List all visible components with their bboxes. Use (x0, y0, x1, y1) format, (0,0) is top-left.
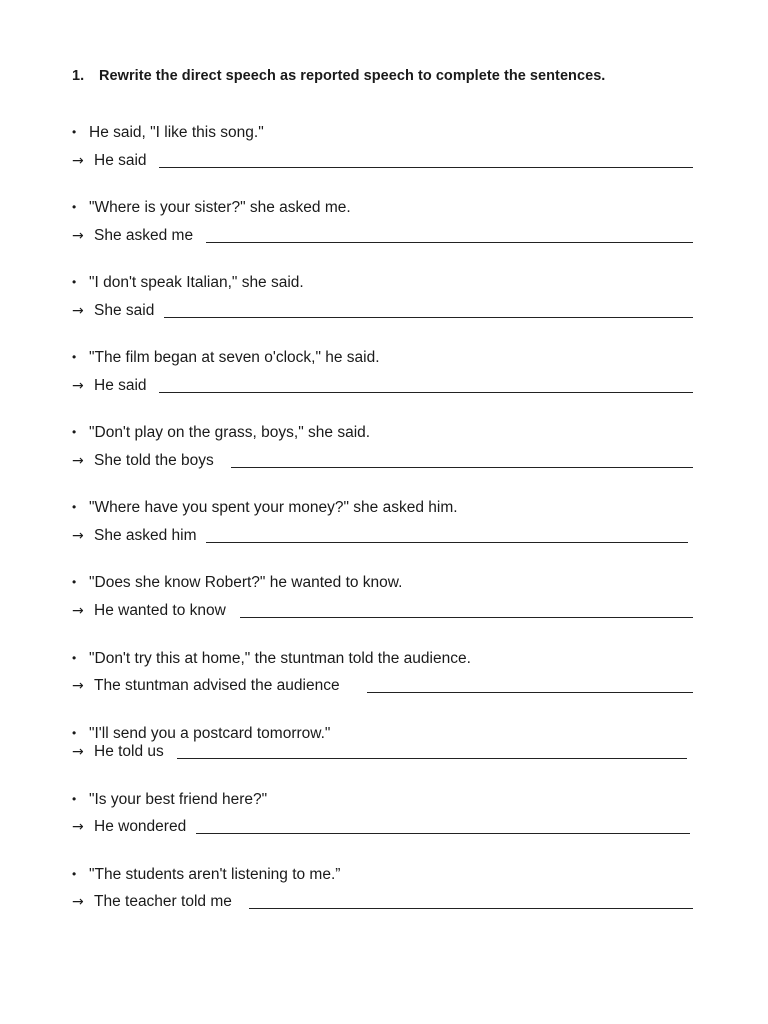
direct-speech-text: "The film began at seven o'clock," he said. (89, 349, 380, 366)
arrow-right-icon: → (72, 228, 84, 244)
direct-speech-line (72, 496, 458, 518)
direct-speech-text: "I'll send you a postcard tomorrow." (89, 725, 331, 742)
direct-speech-text: "Don't play on the grass, boys," she said. (89, 424, 371, 441)
answer-prefix: She asked me (94, 227, 194, 244)
answer-blank[interactable] (177, 758, 687, 759)
answer-prefix: She told the boys (94, 452, 214, 469)
direct-speech-line (72, 788, 267, 810)
answer-line (72, 525, 197, 547)
answer-line (72, 450, 214, 472)
bullet-icon: • (72, 651, 77, 665)
bullet-icon: • (72, 867, 77, 881)
answer-line (72, 375, 147, 397)
direct-speech-line (72, 121, 264, 143)
answer-blank[interactable] (367, 692, 693, 693)
direct-speech-text: "Don't try this at home," the stuntman told the audience. (89, 650, 471, 667)
answer-line (72, 675, 340, 697)
bullet-icon: • (72, 792, 77, 806)
direct-speech-line (72, 421, 370, 443)
direct-speech-text: "I don't speak Italian," she said. (89, 274, 304, 291)
answer-line (72, 300, 154, 322)
answer-blank[interactable] (159, 167, 693, 168)
bullet-icon: • (72, 500, 77, 514)
answer-blank[interactable] (206, 242, 693, 243)
answer-prefix: The stuntman advised the audience (94, 677, 340, 694)
exercise-instruction: Rewrite the direct speech as reported speech to complete the sentences. (99, 68, 606, 84)
direct-speech-line (72, 196, 351, 218)
direct-speech-line (72, 271, 304, 293)
direct-speech-text: "Where have you spent your money?" she asked him. (89, 499, 458, 516)
arrow-right-icon: → (72, 603, 84, 619)
answer-blank[interactable] (196, 833, 690, 834)
arrow-right-icon: → (72, 453, 84, 469)
arrow-right-icon: → (72, 744, 84, 760)
arrow-right-icon: → (72, 153, 84, 169)
arrow-right-icon: → (72, 378, 84, 394)
answer-prefix: He told us (94, 743, 164, 760)
exercise-heading (72, 68, 605, 84)
answer-blank[interactable] (249, 908, 693, 909)
answer-prefix: He wanted to know (94, 602, 226, 619)
answer-blank[interactable] (164, 317, 693, 318)
answer-line (72, 741, 164, 763)
answer-line (72, 150, 147, 172)
arrow-right-icon: → (72, 819, 84, 835)
arrow-right-icon: → (72, 678, 84, 694)
answer-prefix: He said (94, 377, 147, 394)
arrow-right-icon: → (72, 894, 84, 910)
direct-speech-text: "Does she know Robert?" he wanted to know. (89, 574, 403, 591)
direct-speech-text: "Is your best friend here?" (89, 791, 268, 808)
direct-speech-line (72, 647, 471, 669)
answer-line (72, 816, 186, 838)
answer-line (72, 225, 193, 247)
answer-prefix: He said (94, 152, 147, 169)
direct-speech-text: "Where is your sister?" she asked me. (89, 199, 351, 216)
answer-prefix: The teacher told me (94, 893, 232, 910)
bullet-icon: • (72, 200, 77, 214)
answer-blank[interactable] (240, 617, 693, 618)
bullet-icon: • (72, 425, 77, 439)
arrow-right-icon: → (72, 303, 84, 319)
bullet-icon: • (72, 575, 77, 589)
answer-line (72, 600, 226, 622)
exercise-number: 1. (72, 68, 85, 84)
answer-blank[interactable] (159, 392, 693, 393)
bullet-icon: • (72, 275, 77, 289)
answer-blank[interactable] (206, 542, 688, 543)
answer-blank[interactable] (231, 467, 693, 468)
bullet-icon: • (72, 125, 77, 139)
direct-speech-line (72, 571, 402, 593)
direct-speech-line (72, 863, 340, 885)
arrow-right-icon: → (72, 528, 84, 544)
answer-prefix: He wondered (94, 818, 187, 835)
direct-speech-text: "The students aren't listening to me.” (89, 866, 341, 883)
bullet-icon: • (72, 350, 77, 364)
bullet-icon: • (72, 726, 77, 740)
answer-line (72, 891, 232, 913)
direct-speech-line (72, 346, 380, 368)
answer-prefix: She said (94, 302, 155, 319)
answer-prefix: She asked him (94, 527, 197, 544)
direct-speech-text: He said, "I like this song." (89, 124, 264, 141)
